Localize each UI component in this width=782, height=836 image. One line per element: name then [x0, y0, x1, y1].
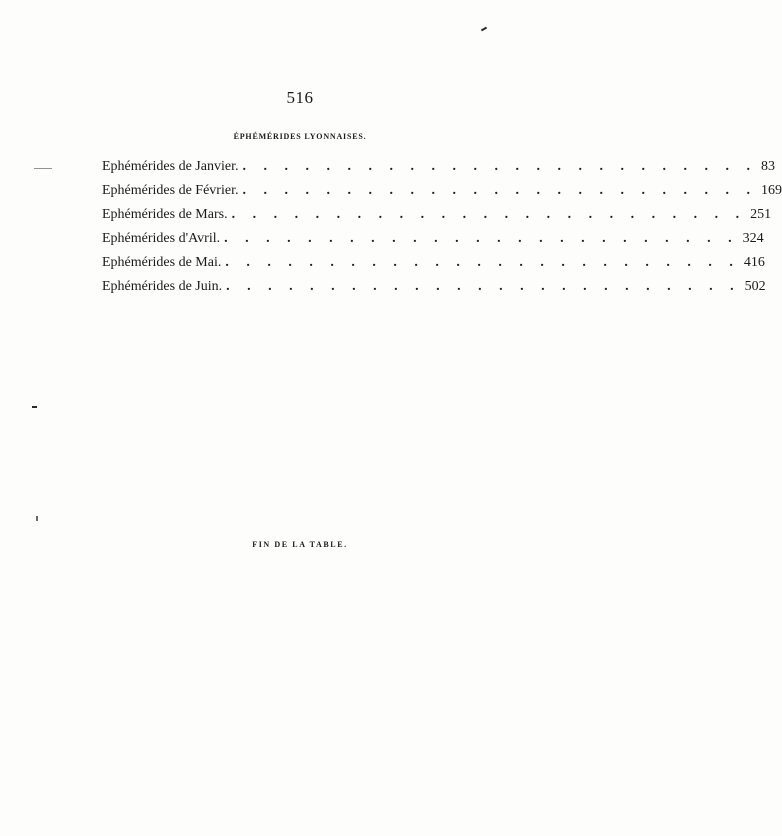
toc-entry-label: Ephémérides de Janvier. — [102, 159, 239, 174]
toc-entry-page: 502 — [744, 279, 766, 294]
toc-entry-page: 169 — [760, 183, 782, 198]
ink-speck — [32, 406, 37, 408]
dot-leader: . . . . . . . . . . . . . . . . . . . . . . . . . — [224, 231, 739, 246]
dot-leader: . . . . . . . . . . . . . . . . . . . . . . . . . — [226, 279, 741, 294]
ink-speck — [34, 168, 52, 169]
toc-entry — [102, 179, 782, 203]
ink-speck — [481, 27, 487, 32]
dot-leader: . . . . . . . . . . . . . . . . . . . . . . . . . — [242, 183, 757, 198]
toc-entry-label: Ephémérides de Juin. — [102, 279, 223, 294]
toc-entry-page: 83 — [760, 159, 775, 174]
toc-entry-label: Ephémérides de Mars. — [102, 207, 228, 222]
toc-entry-label: Ephémérides de Février. — [102, 183, 239, 198]
end-of-table-note: FIN DE LA TABLE. — [252, 540, 348, 549]
table-of-contents — [102, 155, 782, 299]
toc-entry-page: 416 — [743, 255, 765, 270]
dot-leader: . . . . . . . . . . . . . . . . . . . . . . . . . — [242, 159, 757, 174]
toc-entry — [102, 227, 764, 251]
toc-entry — [102, 203, 772, 227]
toc-entry — [102, 251, 765, 275]
page-number: 516 — [286, 88, 314, 107]
ink-speck — [36, 516, 38, 521]
toc-entry-page: 251 — [750, 207, 772, 222]
toc-entry-label: Ephémérides d'Avril. — [102, 231, 221, 246]
toc-entry — [102, 155, 775, 179]
section-title: ÉPHÉMÉRIDES LYONNAISES. — [233, 132, 367, 141]
toc-entry — [102, 275, 766, 299]
dot-leader: . . . . . . . . . . . . . . . . . . . . . . . . . — [231, 207, 747, 222]
toc-entry-page: 324 — [742, 231, 764, 246]
toc-entry-label: Ephémérides de Mai. — [102, 255, 222, 270]
dot-leader: . . . . . . . . . . . . . . . . . . . . . . . . . — [225, 255, 740, 270]
